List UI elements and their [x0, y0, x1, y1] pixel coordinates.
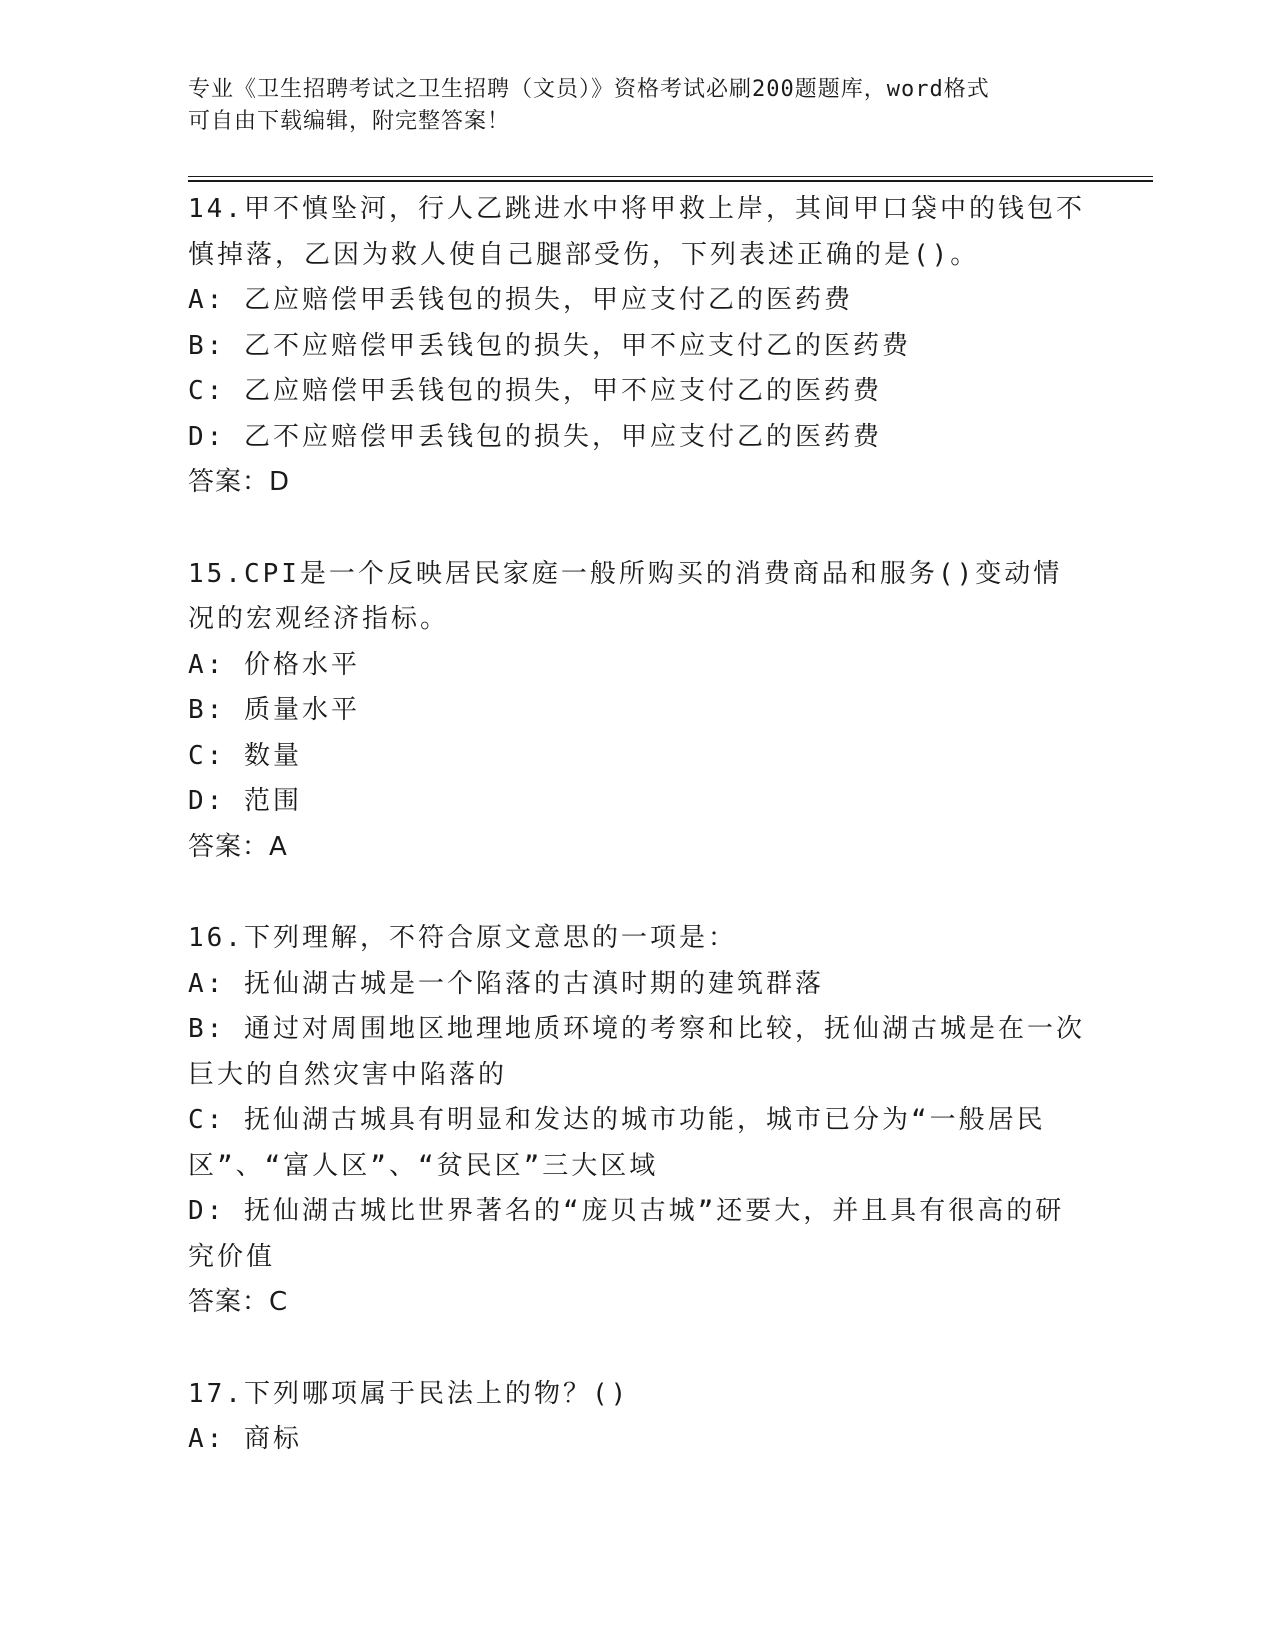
question-stem: 17.下列哪项属于民法上的物？() [188, 1378, 630, 1409]
question-gap [188, 1326, 1088, 1372]
header-line-2: 可自由下载编辑，附完整答案！ [188, 109, 511, 134]
option-a: A: 商标 [188, 1424, 302, 1454]
option-b: B: 乙不应赔偿甲丢钱包的损失，甲不应支付乙的医药费 [188, 330, 911, 361]
option-c: C: 抚仙湖古城具有明显和发达的城市功能，城市已分为“一般居民区”、“富人区”、“贫民区”三大区域 [188, 1105, 1046, 1181]
question-stem: 16.下列理解，不符合原文意思的一项是： [188, 923, 737, 953]
option-a: A: 抚仙湖古城是一个陷落的古滇时期的建筑群落 [188, 968, 824, 999]
header-rule-thick [188, 180, 1153, 182]
option-b: B: 通过对周围地区地理地质环境的考察和比较，抚仙湖古城是在一次巨大的自然灾害中陷落的 [188, 1014, 1085, 1090]
header-line-1: 专业《卫生招聘考试之卫生招聘（文员）》资格考试必刷200题题库，word格式 [188, 77, 990, 102]
option-c: C: 乙应赔偿甲丢钱包的损失，甲不应支付乙的医药费 [188, 376, 882, 406]
header-rule-thin [188, 176, 1153, 177]
option-a: A: 价格水平 [188, 649, 360, 680]
answer: 答案：D [188, 467, 291, 497]
document-header [188, 74, 1088, 138]
option-d: D: 乙不应赔偿甲丢钱包的损失，甲应支付乙的医药费 [188, 421, 882, 452]
option-a: A: 乙应赔偿甲丢钱包的损失，甲应支付乙的医药费 [188, 285, 853, 315]
answer: 答案：A [188, 831, 288, 862]
question-gap [188, 506, 1088, 552]
option-d: D: 范围 [188, 786, 302, 816]
question-14 [188, 187, 1088, 506]
option-d: D: 抚仙湖古城比世界著名的“庞贝古城”还要大，并且具有很高的研究价值 [188, 1196, 1065, 1272]
question-16 [188, 916, 1088, 1326]
option-b: B: 质量水平 [188, 695, 360, 725]
question-stem: 14.甲不慎坠河，行人乙跳进水中将甲救上岸，其间甲口袋中的钱包不慎掉落，乙因为救人使自己腿部受伤，下列表述正确的是()。 [188, 194, 1085, 270]
question-list [188, 187, 1088, 1463]
option-c: C: 数量 [188, 740, 302, 771]
question-17 [188, 1372, 1088, 1463]
question-15 [188, 552, 1088, 871]
answer: 答案：C [188, 1287, 289, 1317]
question-stem: 15.CPI是一个反映居民家庭一般所购买的消费商品和服务()变动情况的宏观经济指标。 [188, 558, 1063, 634]
question-gap [188, 870, 1088, 916]
